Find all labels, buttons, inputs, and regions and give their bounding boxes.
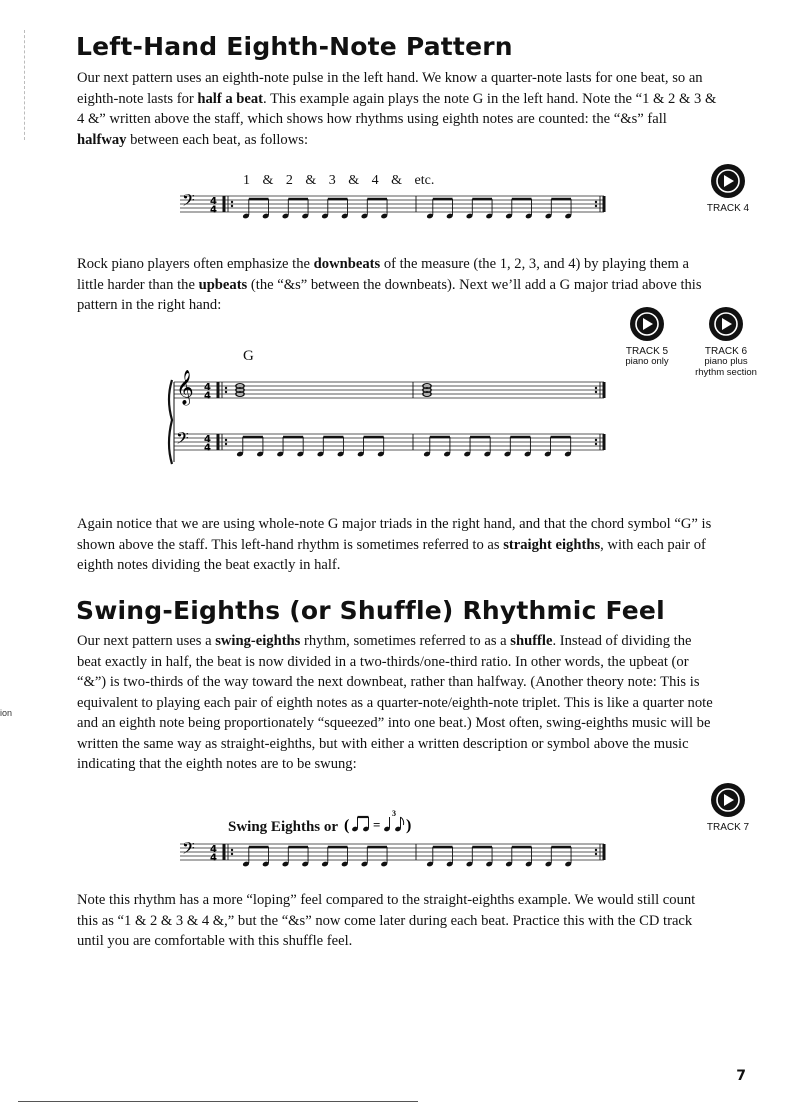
track-4-label: TRACK 4 (706, 203, 750, 214)
text-run: . Instead of dividing the beat exactly in half, the beat is now divided in a two-thirds/one-third ratio. In other words, the upbeat (or “&”) is two-thirds of the way toward the next downbeat, rather than halfway. (Another theory note: This is equivalent to playing each pair of eighth notes as a quarter-note/eighth-note triplet. This is like a quarter note and an eighth note being proportionately “squeezed” into one beat.) Most often, swing-eighths music will be written the same way as straight-eighths, but with either a written description or symbol above the music indicating that the eighth notes are to be swung: (77, 633, 713, 772)
bold-term: downbeats (313, 256, 381, 272)
footer-rule (18, 1101, 418, 1102)
paragraph-straight-eighths (77, 514, 717, 576)
time-signature-bottom: 4 (210, 852, 217, 864)
treble-clef-icon: 𝄞 (176, 370, 194, 405)
text-run: Our next pattern uses a (77, 633, 216, 649)
bold-term: half a beat (197, 90, 264, 107)
text-run: between each beat, as follows: (126, 131, 309, 148)
svg-text:=: = (372, 817, 380, 832)
time-signature-top: 4 (210, 844, 217, 855)
margin-rule (24, 30, 25, 140)
chord-symbol-g: G (243, 348, 254, 364)
cd-icon (708, 306, 744, 342)
time-signature-top: 4 (204, 434, 211, 445)
section-title-left-hand-eighth-note: Left-Hand Eighth-Note Pattern (76, 32, 513, 61)
paragraph-loping-feel (77, 890, 717, 952)
track-5-badge[interactable] (617, 306, 677, 368)
text-run: , with each pair of eighth notes dividing the beat exactly in half. (77, 536, 706, 573)
text-run: of the measure (the 1, 2, 3, and 4) by playing them a little harder than the (77, 256, 689, 293)
track-7-label: TRACK 7 (706, 822, 750, 833)
track-5-sub: piano only (625, 356, 669, 367)
count-text: 1 & 2 & 3 & 4 & etc. (243, 173, 435, 188)
swing-symbol (344, 810, 418, 836)
text-run: Again notice that we are using whole-note G major triads in the right hand, and that the chord symbol “G” is shown above the staff. This left-hand rhythm is sometimes referred to as (77, 516, 712, 553)
paragraph-eighth-note-intro (77, 68, 717, 150)
bass-clef-icon: 𝄢 (176, 428, 189, 452)
page-number: 7 (736, 1068, 746, 1084)
bass-clef-icon: 𝄢 (182, 190, 195, 214)
text-run: rhythm, sometimes referred to as a (300, 633, 511, 649)
bold-term: upbeats (198, 276, 248, 293)
svg-text:): ) (405, 817, 411, 834)
swing-eighths-text: Swing Eighths or (228, 819, 338, 835)
cd-icon (629, 306, 665, 342)
track-6-label: TRACK 6 (704, 346, 748, 357)
bold-term: swing-eighths (215, 633, 301, 649)
text-run: . This example again plays the note G in the left hand. Note the “1 & 2 & 3 & 4 &” written above the staff, which shows how rhythms using eighth notes are counted: the “&s” fall (77, 90, 717, 127)
time-signature-bottom: 4 (204, 442, 211, 454)
text-run: (the “&s” between the downbeats). Next we’ll add a G major triad above this pattern in the right hand: (77, 276, 702, 313)
section-title-swing-eighths: Swing-Eighths (or Shuffle) Rhythmic Feel (76, 596, 665, 625)
track-6-sub: piano plus rhythm section (695, 356, 757, 378)
track-6-badge[interactable] (690, 306, 762, 378)
track-5-label: TRACK 5 (625, 346, 669, 357)
bold-term: halfway (77, 131, 127, 148)
swing-eighths-label (228, 810, 418, 836)
triplet-number: 3 (391, 810, 396, 818)
svg-text:(: ( (343, 817, 349, 834)
brace (169, 380, 172, 464)
time-signature-top: 4 (204, 382, 211, 393)
time-signature-top: 4 (210, 196, 217, 207)
text-run: Our next pattern uses an eighth-note pulse in the left hand. We know a quarter-note lasts for one beat, so an eighth-note lasts for (77, 70, 703, 107)
track-4-badge[interactable] (698, 163, 758, 214)
bass-clef-icon: 𝄢 (182, 838, 195, 862)
paragraph-swing-intro (77, 631, 717, 775)
bass-staff-example-3 (174, 834, 610, 872)
margin-fragment: ion (0, 708, 13, 718)
cd-icon (710, 163, 746, 199)
cd-icon (710, 782, 746, 818)
bold-term: straight eighths (503, 536, 601, 553)
bold-term: shuffle (510, 633, 553, 649)
text-run: Rock piano players often emphasize the (77, 256, 314, 272)
text-run: Note this rhythm has a more “loping” feel compared to the straight-eighths example. We would still count this as “1 & 2 & 3 & 4 &,” but the “&s” now come later during each beat. Practice this with the CD track until you are comfortable with this shuffle feel. (77, 892, 696, 949)
grand-staff-example-2 (168, 370, 610, 470)
track-7-badge[interactable] (698, 782, 758, 833)
time-signature-bottom: 4 (204, 390, 211, 402)
time-signature-bottom: 4 (210, 204, 217, 216)
bass-staff-example-1 (174, 186, 610, 224)
